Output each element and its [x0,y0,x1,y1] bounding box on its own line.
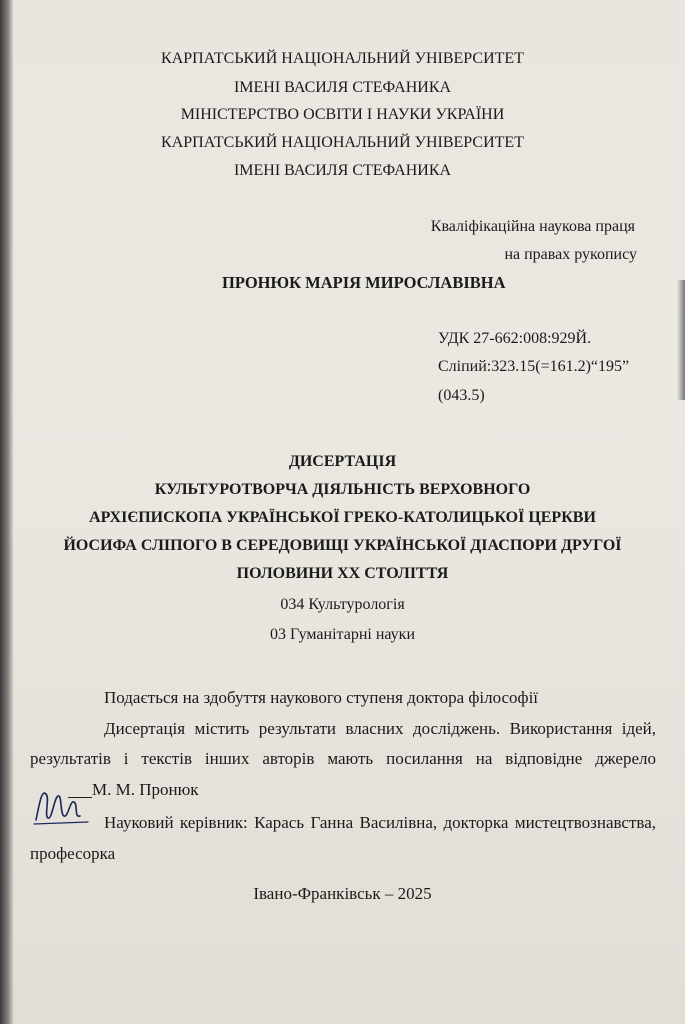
header-line-1: КАРПАТСЬКИЙ НАЦІОНАЛЬНИЙ УНІВЕРСИТЕТ [161,50,524,67]
document-code: (043.5) [438,387,485,404]
handwritten-signature [30,780,90,832]
title-line-4: ПОЛОВИНИ ХХ СТОЛІТТЯ [236,565,449,582]
header-line-5: ІМЕНІ ВАСИЛЯ СТЕФАНИКА [233,162,452,179]
title-line-1: КУЛЬТУРОТВОРЧА ДІЯЛЬНІСТЬ ВЕРХОВНОГО [154,481,531,498]
title-line-3: ЙОСИФА СЛІПОГО В СЕРЕДОВИЩІ УКРАЇНСЬКОЇ ДІАСПОРИ ДРУГОЇ [63,537,622,554]
header-line-2: ІМЕНІ ВАСИЛЯ СТЕФАНИКА [233,79,452,96]
supervisor-line-2: професорка [30,844,116,863]
signature-line [68,797,92,798]
supervisor-line-1: Науковий керівник: Карась Ганна Василівна, докторка мистецтвознавства, [104,813,656,832]
specialty: 034 Культурологія [280,596,405,613]
document-type: ДИСЕРТАЦІЯ [288,453,397,470]
signature-name: М. М. Пронюк [92,780,199,799]
qualification-line-2: на правах рукопису [504,246,637,263]
header-line-4: КАРПАТСЬКИЙ НАЦІОНАЛЬНИЙ УНІВЕРСИТЕТ [161,134,524,151]
submitted-statement: Подається на здобуття наукового ступеня доктора філософії [104,688,539,707]
slipyi-code: Сліпий:323.15(=161.2)“195” [438,358,630,375]
header-line-3: МІНІСТЕРСТВО ОСВІТИ І НАУКИ УКРАЇНИ [180,106,505,123]
field: 03 Гуманітарні науки [269,626,416,643]
city-year: Івано-Франківськ – 2025 [253,884,432,903]
originality-line-2: результатів і текстів інших авторів мають посилання на відповідне джерело [30,749,656,768]
page-edge-shadow-right [677,280,685,400]
qualification-line-1: Кваліфікаційна наукова праця [430,218,635,235]
title-line-2: АРХІЄПИСКОПА УКРАЇНСЬКОЇ ГРЕКО-КАТОЛИЦЬКОЇ ЦЕРКВИ [89,509,596,526]
udk-code: УДК 27-662:008:929Й. [438,330,592,347]
author-name: ПРОНЮК МАРІЯ МИРОСЛАВІВНА [222,273,506,292]
originality-line-1: Дисертація містить результати власних досліджень. Використання ідей, [104,719,656,738]
